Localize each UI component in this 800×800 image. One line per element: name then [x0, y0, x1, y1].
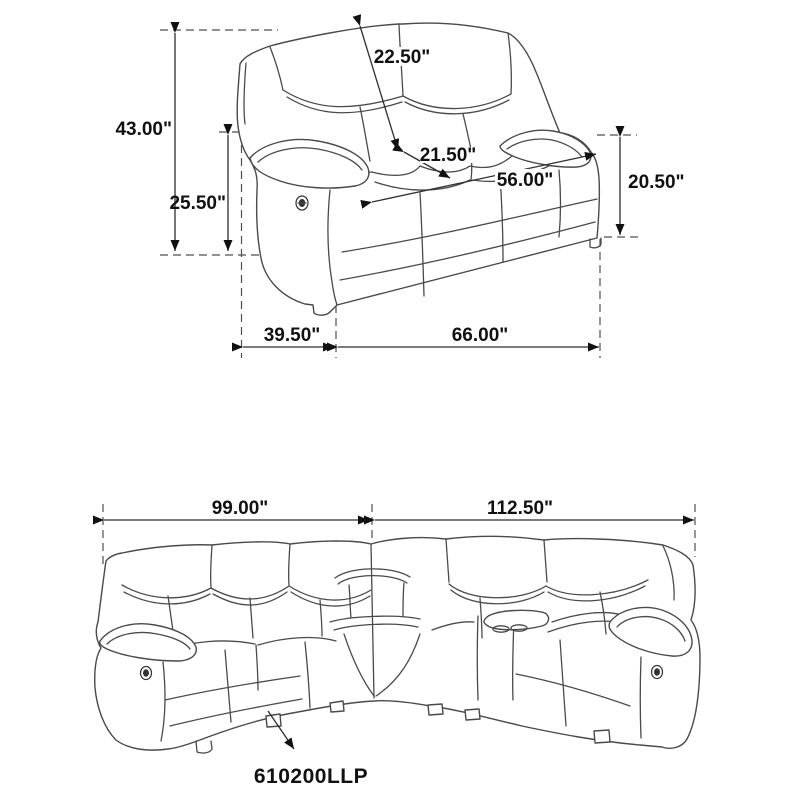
foot	[330, 701, 344, 712]
console-edge	[477, 616, 478, 700]
foot	[594, 730, 610, 743]
foot	[428, 704, 443, 715]
sectional-drawing	[95, 536, 700, 753]
dim-sectional-left: 99.00"	[211, 498, 269, 519]
model-leader-line	[268, 711, 294, 749]
foot	[196, 741, 212, 753]
console-lid	[484, 610, 549, 629]
dim-overall-height: 43.00"	[115, 119, 172, 140]
dim-sectional-right: 112.50"	[486, 498, 554, 519]
dim-back-length: 22.50"	[373, 47, 431, 68]
dim-seat-back-height: 25.50"	[169, 193, 226, 214]
foot	[266, 714, 281, 727]
dim-overall-width: 66.00"	[451, 325, 509, 346]
model-number-label: 610200LLP	[253, 765, 369, 788]
dim-overall-depth: 39.50"	[263, 325, 321, 346]
power-button-icon	[654, 668, 660, 676]
right-arm-front-seam	[640, 657, 641, 738]
dim-interior-width: 56.00"	[496, 170, 554, 191]
foot	[465, 709, 480, 720]
power-button-icon	[143, 669, 149, 677]
dim-arm-height: 20.50"	[628, 172, 685, 193]
dim-seat-depth: 21.50"	[419, 145, 477, 166]
model-callout	[268, 711, 294, 749]
